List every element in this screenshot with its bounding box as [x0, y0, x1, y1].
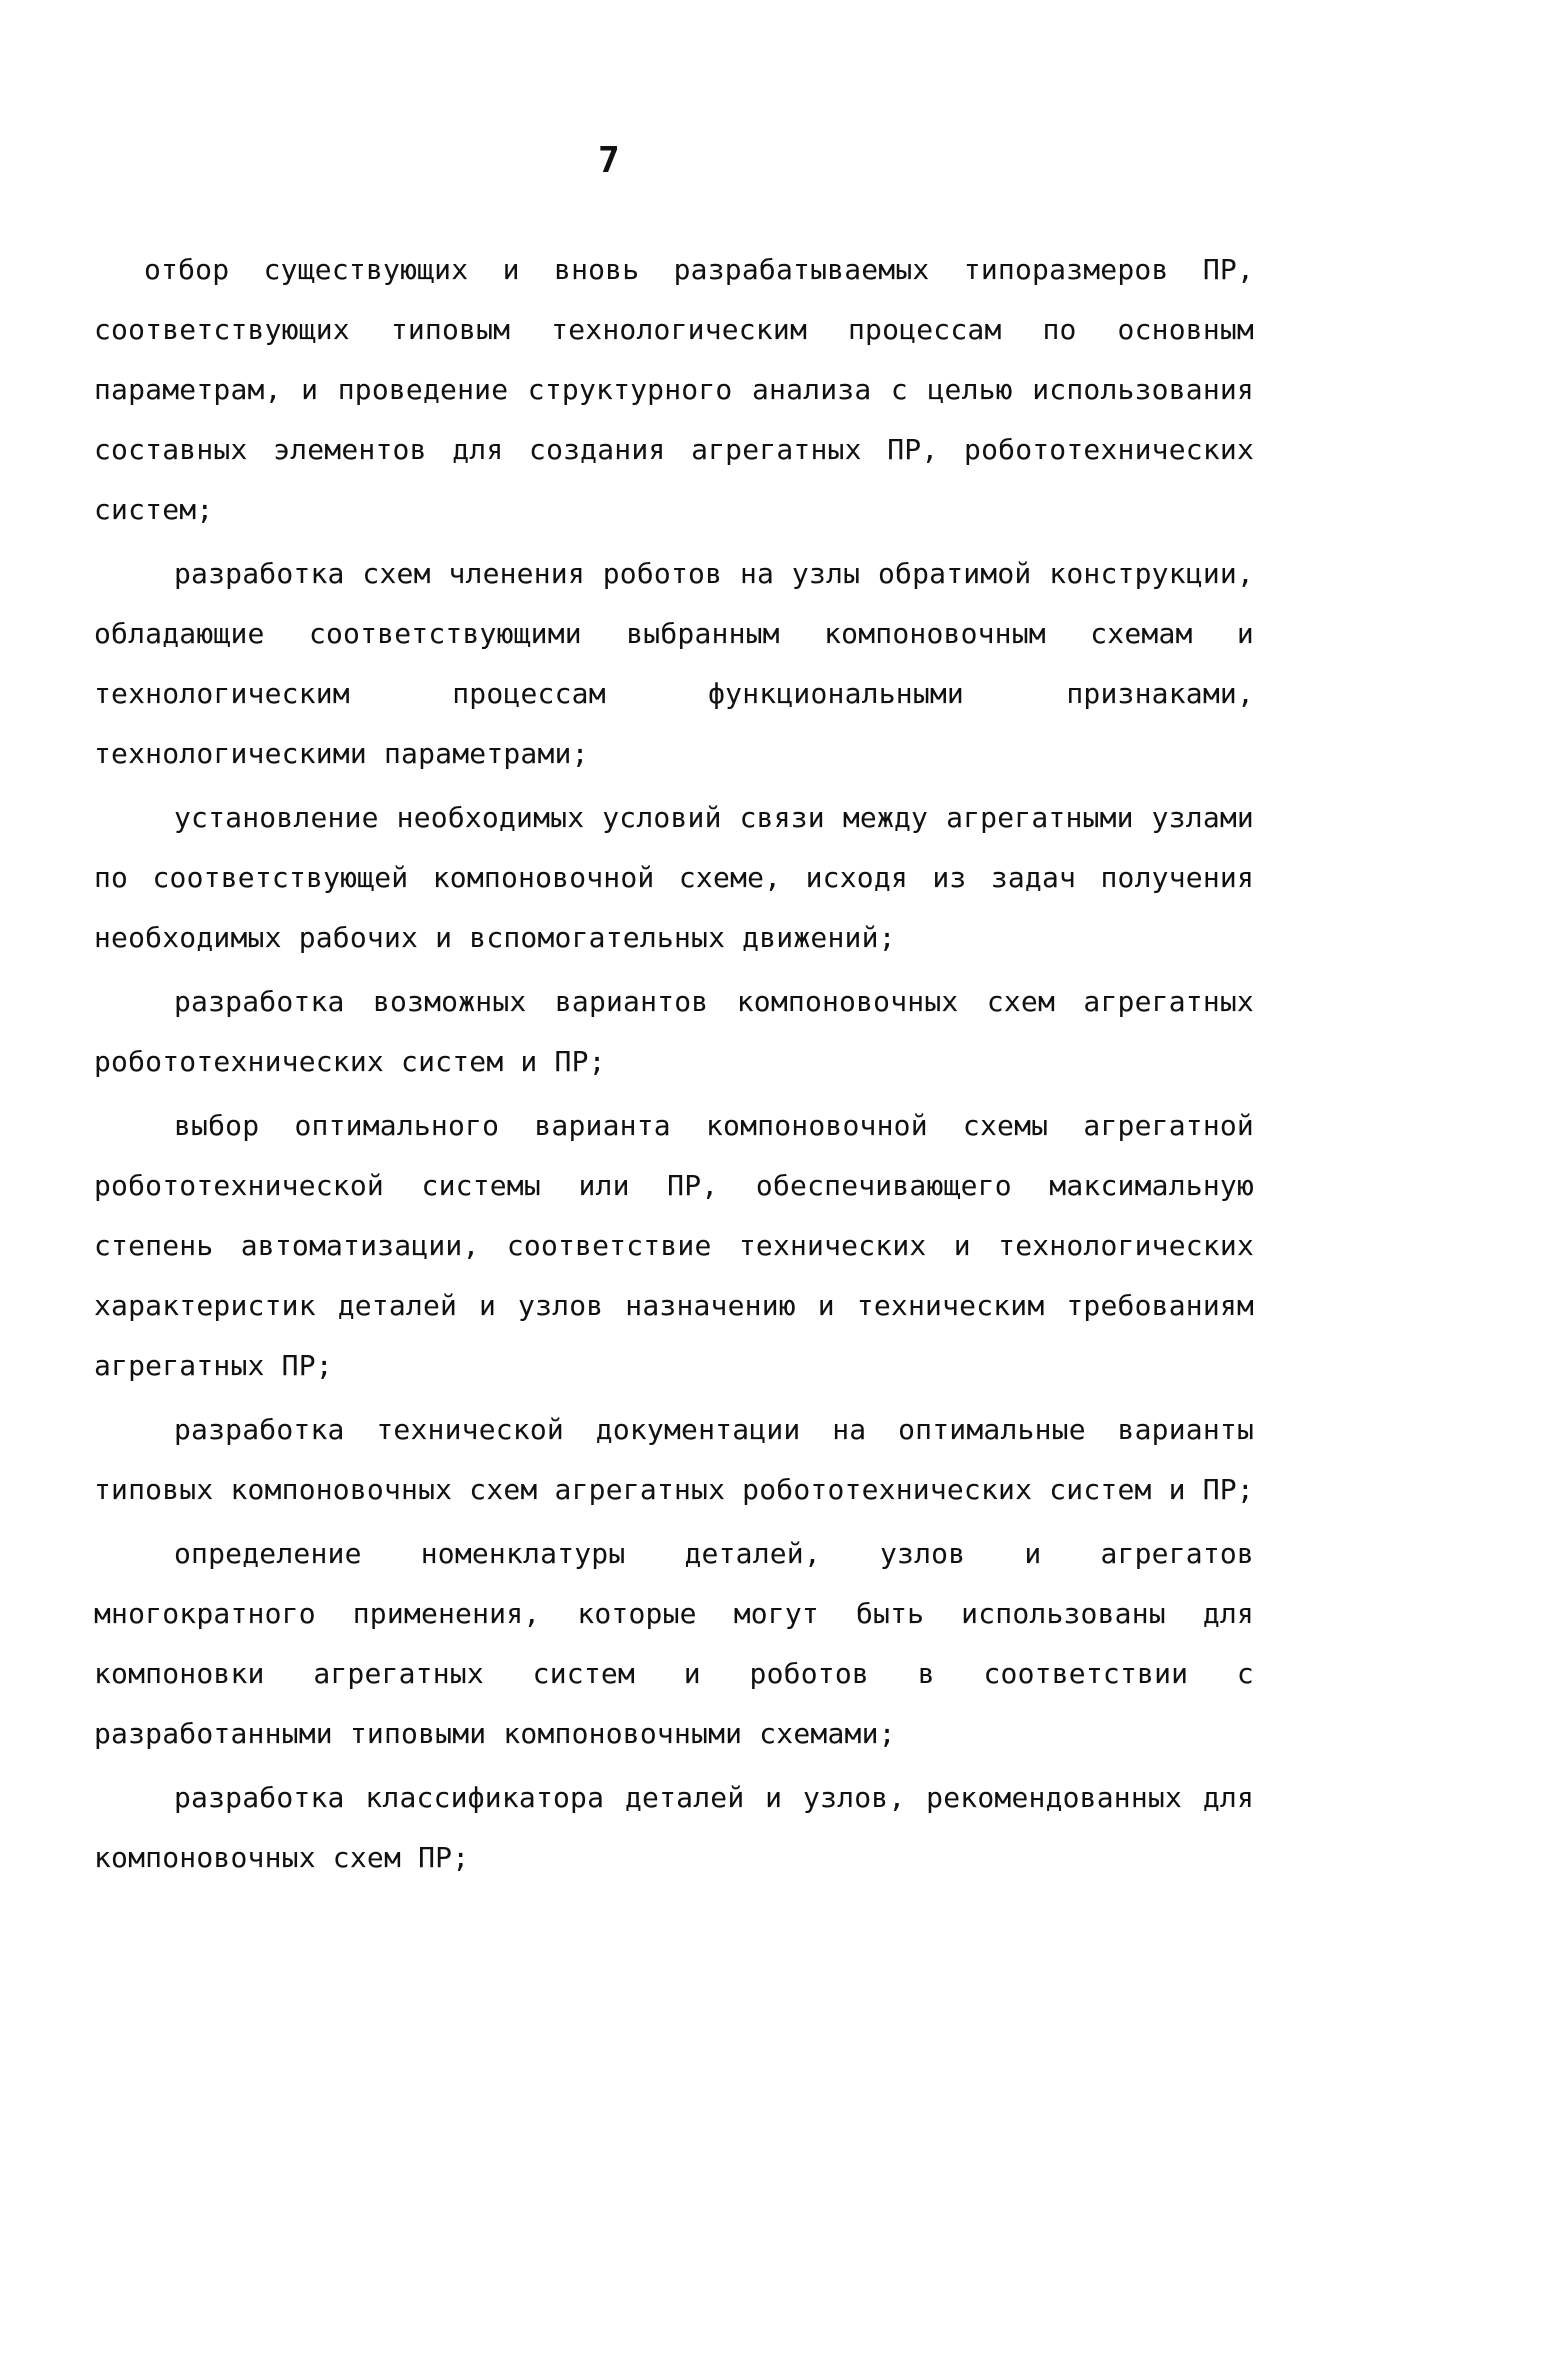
paragraph-dismemberment-schemes: разработка схем членения роботов на узлы обратимой конструкции, обладающие соответствующими выбранным компоновочным схемам и технологическим процессам функциональными признаками, технологическими параметрами; — [94, 557, 1254, 770]
paragraph-technical-documentation: разработка технической документации на оптимальные варианты типовых компоновочных схем агрегатных робототехнических систем и ПР; — [94, 1413, 1254, 1506]
paragraph-layout-variants: разработка возможных вариантов компоновочных схем агрегатных робототехнических систем и ПР; — [94, 985, 1254, 1078]
paragraph-nomenclature: определение номенклатуры деталей, узлов и агрегатов многократного применения, которые могут быть использованы для компоновки агрегатных систем и роботов в соответствии с разработанными типовыми компоновочными схемами; — [94, 1537, 1254, 1750]
document-body — [94, 240, 1254, 1892]
page-number: 7 — [598, 140, 620, 181]
paragraph-optimal-variant: выбор оптимального варианта компоновочной схемы агрегатной робототехнической системы или ПР, обеспечивающего максимальную степень автоматизации, соответствие технических и технологических характеристик деталей и узлов назначению и техническим требованиям агрегатных ПР; — [94, 1109, 1254, 1382]
paragraph-connection-conditions: установление необходимых условий связи между агрегатными узлами по соответствующей компоновочной схеме, исходя из задач получения необходимых рабочих и вспомогательных движений; — [94, 801, 1254, 954]
paragraph-selection-of-sizes: отбор существующих и вновь разрабатываемых типоразмеров ПР, соответствующих типовым технологическим процессам по основным параметрам, и проведение структурного анализа с целью использования составных элементов для создания агрегатных ПР, робототехнических систем; — [94, 253, 1254, 526]
paragraph-classifier: разработка классификатора деталей и узлов, рекомендованных для компоновочных схем ПР; — [94, 1781, 1254, 1874]
